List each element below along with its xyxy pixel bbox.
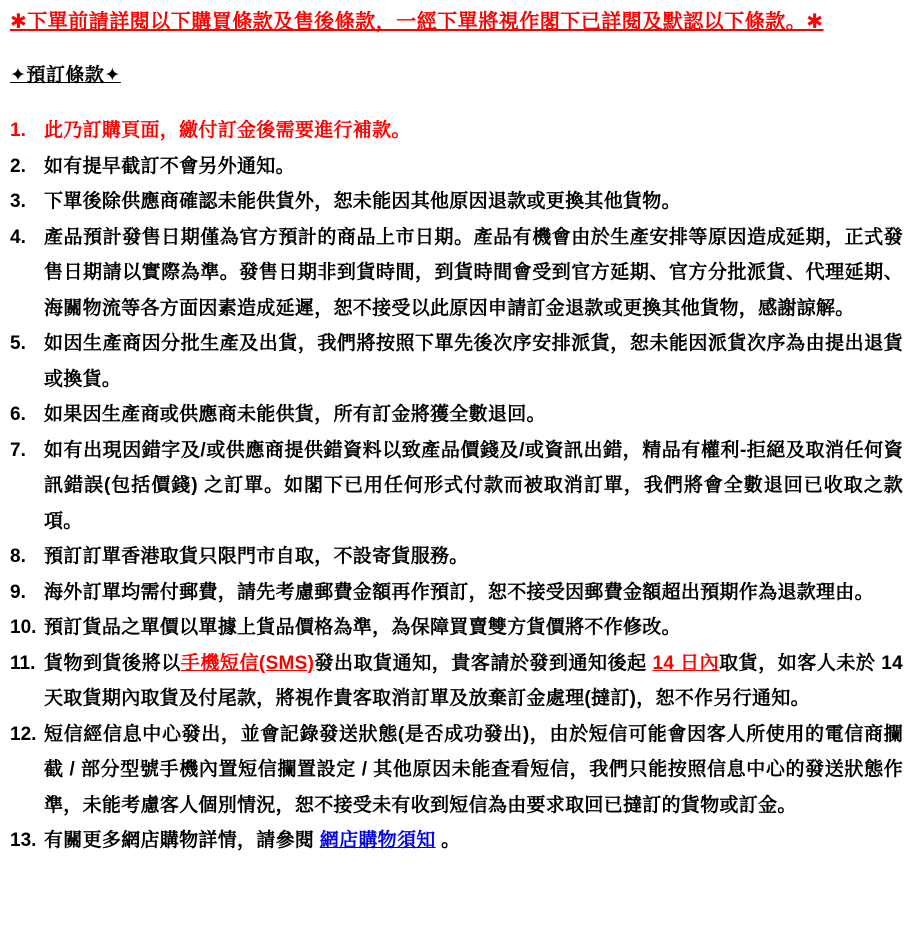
term-text-segment: 貨物到貨後將以 (44, 652, 181, 674)
term-item-5 (10, 326, 903, 397)
term-text-segment: 。 (435, 830, 461, 852)
term-text: 下單後除供應商確認未能供貨外，恕未能因其他原因退款或更換其他貨物。 (44, 191, 681, 213)
term-text-segment: 有關更多網店購物詳情，請參閱 (44, 830, 320, 852)
term-text: 此乃訂購頁面，繳付訂金後需要進行補款。 (44, 120, 411, 141)
term-number: 8. (10, 546, 26, 568)
term-number: 2. (10, 155, 26, 177)
header-notice: ✱下單前請詳閱以下購買條款及售後條款，一經下單將視作閣下已詳閱及默認以下條款。✱ (10, 11, 824, 33)
term-item-8 (10, 539, 903, 575)
term-number: 10. (10, 617, 37, 639)
term-number: 12. (10, 723, 37, 745)
term-item-7 (10, 433, 903, 540)
term-item-6 (10, 397, 903, 433)
term-text: 短信經信息中心發出，並會記錄發送狀態(是否成功發出)，由於短信可能會因客人所使用的電信商攔截 / 部分型號手機內置短信攔置設定 / 其他原因未能查看短信，我們只能按照信息中心的發送狀態作準，未能考慮客人個別情況，恕不接受未有收到短信為由要求取回已撻訂的貨物或訂金。 (44, 723, 903, 816)
section-title: ✦預訂條款✦ (10, 65, 121, 86)
term-item-11 (10, 646, 903, 717)
term-number: 6. (10, 404, 26, 426)
term-number: 11. (10, 652, 36, 674)
term-number: 3. (10, 191, 26, 213)
term-text: 如果因生產商或供應商未能供貨，所有訂金將獲全數退回。 (44, 404, 546, 426)
term-item-9 (10, 575, 903, 611)
term-text-segment: 發出取貨通知，貴客請於發到通知後起 (314, 652, 653, 674)
term-item-3 (10, 184, 903, 220)
term-text: 如有出現因錯字及/或供應商提供錯資料以致產品價錢及/或資訊出錯，精品有權利-拒絕及取消任何資訊錯誤(包括價錢) 之訂單。如閣下已用任何形式付款而被取消訂單，我們將會全數退回已收取之款項。 (44, 439, 903, 532)
term-number: 7. (10, 439, 26, 461)
terms-list (10, 113, 903, 859)
term-item-13 (10, 823, 903, 859)
term-text: 如有提早截訂不會另外通知。 (44, 155, 295, 177)
sms-highlight: 手機短信(SMS) (180, 652, 315, 674)
term-item-4 (10, 220, 903, 327)
term-text: 產品預計發售日期僅為官方預計的商品上市日期。產品有機會由於生產安排等原因造成延期，正式發售日期請以實際為準。發售日期非到貨時間，到貨時間會受到官方延期、官方分批派貨、代理延期、海關物流等各方面因素造成延遲，恕不接受以此原因申請訂金退款或更換其他貨物，感謝諒解。 (44, 226, 903, 319)
term-number: 9. (10, 581, 26, 603)
term-text: 預訂訂單香港取貨只限門市自取，不設寄貨服務。 (44, 546, 469, 568)
term-number: 13. (10, 830, 37, 852)
shop-guide-link[interactable]: 網店購物須知 (319, 830, 436, 852)
pickup-deadline-highlight: 14 日內 (652, 652, 720, 674)
term-text (44, 823, 903, 859)
term-number: 1. (10, 120, 26, 141)
term-text: 預訂貨品之單價以單據上貨品價格為準，為保障買賣雙方貨價將不作修改。 (44, 617, 681, 639)
term-number: 5. (10, 333, 26, 355)
term-text (44, 646, 903, 717)
term-item-2 (10, 149, 903, 185)
term-text: 如因生產商因分批生產及出貨，我們將按照下單先後次序安排派貨，恕未能因派貨次序為由提出退貨或換貨。 (44, 333, 903, 390)
term-item-12 (10, 717, 903, 824)
term-number: 4. (10, 226, 26, 248)
term-text: 海外訂單均需付郵費，請先考慮郵費金額再作預訂，恕不接受因郵費金額超出預期作為退款理由。 (44, 581, 874, 603)
term-item-1 (10, 113, 903, 149)
term-item-10 (10, 610, 903, 646)
term-text-segment: 取貨，如客人未於 14 天取貨期內取貨及付尾款，將視作貴客取消訂單及放棄訂金處理(撻訂)，恕不作另行通知。 (44, 652, 903, 710)
